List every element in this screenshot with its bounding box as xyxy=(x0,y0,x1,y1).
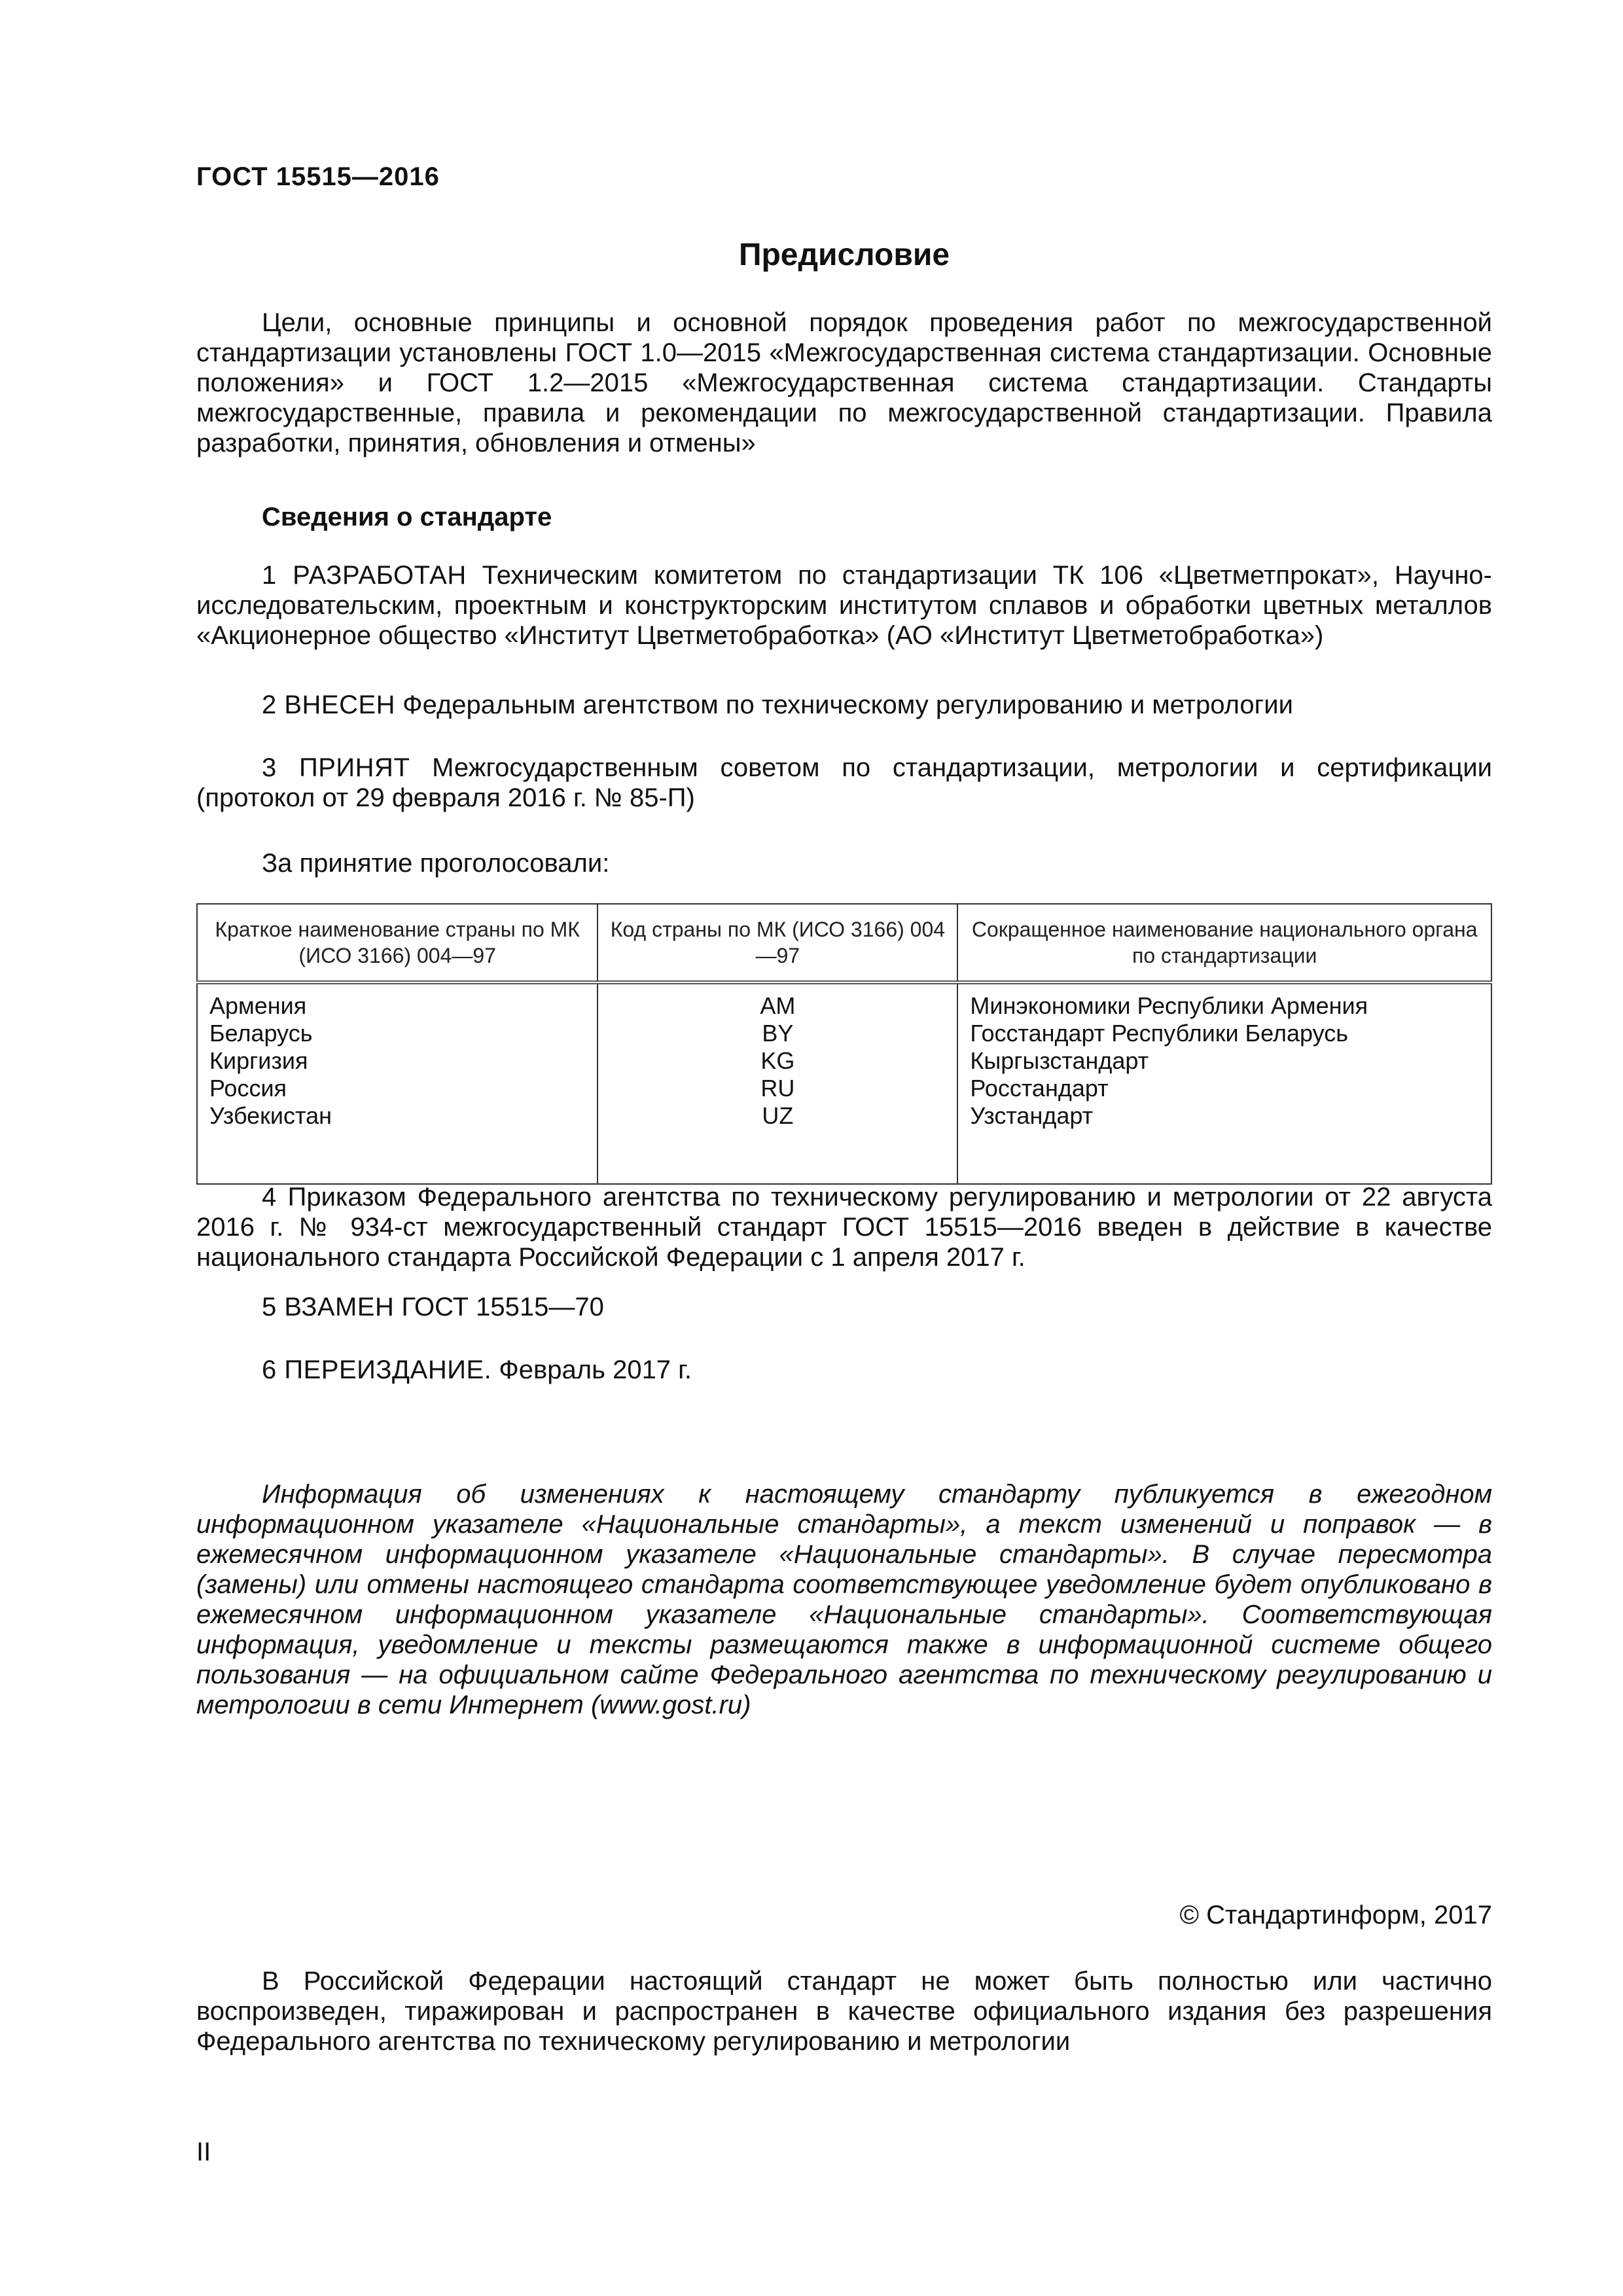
country-code: AM xyxy=(760,992,796,1019)
country-code: RU xyxy=(760,1075,795,1102)
item-4-paragraph xyxy=(196,1182,1492,1272)
header-country-code: Код страны по МК (ИСО 3166) 004—97 xyxy=(597,904,957,982)
header-standards-body: Сокращенное наименование национального органа по стандартизации xyxy=(957,904,1491,982)
country-name: Россия xyxy=(209,1075,287,1102)
document-code: ГОСТ 15515—2016 xyxy=(196,162,440,191)
page-number: II xyxy=(196,2138,211,2166)
country-names-cell xyxy=(197,982,597,1184)
item-5-lead: 5 ВЗАМЕН xyxy=(262,1293,395,1321)
page-title: Предисловие xyxy=(738,238,950,272)
item-4-text: Приказом Федерального агентства по техническому регулированию и метрологии от 22 августа 2016 г. № 934-ст межгосударственный стандарт ГОСТ 15515—2016 введен в действие в качестве национального стандарта Российской Федерации с 1 апреля 2017 г. xyxy=(196,1183,1492,1272)
item-1-text: Техническим комитетом по стандартизации ТК 106 «Цветметпрокат», Научно-исследовательским, проектным и конструкторским институтом сплавов и обработки цветных металлов «Акционерное общество «Институт Цветметобработка» (АО «Институт Цветметобработка») xyxy=(196,561,1492,650)
header-country-name: Краткое наименование страны по МК (ИСО 3166) 004—97 xyxy=(197,904,597,982)
country-code: KG xyxy=(760,1047,795,1074)
intro-paragraph: Цели, основные принципы и основной порядок проведения работ по межгосударственной стандартизации установлены ГОСТ 1.0—2015 «Межгосударственная система стандартизации. Основные положения» и ГОСТ 1.2—2015 «Межгосударственная система стандартизации. Стандарты межгосударственные, правила и рекомендации по межгосударственной стандартизации. Правила разработки, принятия, обновления и отмены» xyxy=(196,308,1492,457)
item-5-text: ГОСТ 15515—70 xyxy=(394,1293,604,1321)
changes-info-paragraph: Информация об изменениях к настоящему стандарту публикуется в ежегодном информационном указателе «Национальные стандарты», а текст изменений и поправок — в ежемесячном информационном указателе «Национальные стандарты». В случае пересмотра (замены) или отмены настоящего стандарта соответствующее уведомление будет опубликовано в ежемесячном информационном указателе «Национальные стандарты». Соответствующая информация, уведомление и тексты размещаются также в информационной системе общего пользования — на официальном сайте Федерального агентства по техническому регулированию и метрологии в сети Интернет (www.gost.ru) xyxy=(196,1480,1492,1719)
item-6-text: Февраль 2017 г. xyxy=(491,1355,692,1384)
country-code: BY xyxy=(762,1020,794,1047)
voted-label: За принятие проголосовали: xyxy=(262,849,610,878)
item-5-paragraph xyxy=(196,1292,1492,1322)
section-title: Сведения о стандарте xyxy=(262,503,552,531)
item-1-paragraph xyxy=(196,560,1492,651)
country-name: Киргизия xyxy=(209,1047,308,1074)
standards-body: Росстандарт xyxy=(970,1075,1109,1102)
restriction-paragraph: В Российской Федерации настоящий стандарт не может быть полностью или частично воспроизведен, тиражирован и распространен в качестве официального издания без разрешения Федерального агентства по техническому регулированию и метрологии xyxy=(196,1967,1492,2056)
table-header-row xyxy=(197,904,1491,982)
country-name: Армения xyxy=(209,992,307,1019)
standards-bodies-cell xyxy=(957,982,1491,1184)
country-codes-cell xyxy=(597,982,957,1184)
item-4-lead: 4 xyxy=(262,1183,277,1211)
item-3-paragraph xyxy=(196,753,1492,813)
item-2-paragraph xyxy=(196,690,1492,720)
standards-body: Госстандарт Республики Беларусь xyxy=(970,1020,1349,1047)
voting-table xyxy=(196,903,1492,1185)
standards-body: Минэкономики Республики Армения xyxy=(970,992,1368,1019)
item-1-lead: 1 РАЗРАБОТАН xyxy=(262,561,467,590)
copyright-notice: © Стандартинформ, 2017 xyxy=(1179,1901,1492,1929)
standards-body: Узстандарт xyxy=(970,1102,1094,1129)
item-6-lead: 6 ПЕРЕИЗДАНИЕ. xyxy=(262,1355,492,1384)
standards-body: Кыргызстандарт xyxy=(970,1047,1149,1074)
country-name: Беларусь xyxy=(209,1020,313,1047)
table-row xyxy=(197,982,1491,1184)
country-name: Узбекистан xyxy=(209,1102,332,1129)
item-2-lead: 2 ВНЕСЕН xyxy=(262,691,396,719)
item-3-text: Межгосударственным советом по стандартизации, метрологии и сертификации (протокол от 29 февраля 2016 г. № 85-П) xyxy=(196,753,1493,812)
country-code: UZ xyxy=(762,1102,794,1129)
item-6-paragraph xyxy=(196,1355,1492,1385)
item-3-lead: 3 ПРИНЯТ xyxy=(262,753,410,782)
item-2-text: Федеральным агентством по техническому регулированию и метрологии xyxy=(395,691,1293,719)
